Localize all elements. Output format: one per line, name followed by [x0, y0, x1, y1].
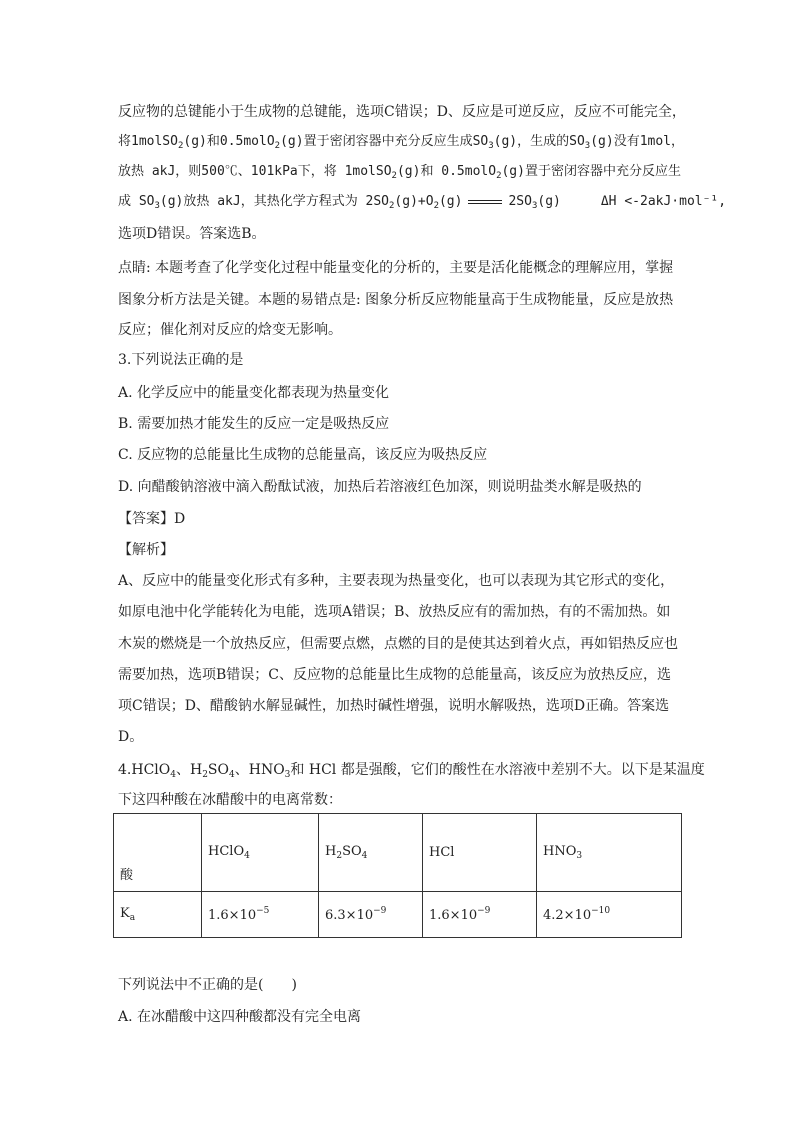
comment-line: 反应；催化剂对反应的焓变无影响。: [118, 322, 342, 338]
answer-line: 【答案】D: [118, 511, 186, 527]
analysis-line: 木炭的燃烧是一个放热反应，但需要点燃，点燃的目的是使其达到着火点，再如铝热反应也: [118, 636, 678, 652]
table-row: [114, 892, 682, 938]
table-header-cell: 酸: [114, 814, 202, 892]
analysis-label: 【解析】: [118, 542, 174, 558]
question-stem: 3.下列说法正确的是: [118, 352, 244, 368]
analysis-line: D。: [118, 729, 144, 745]
comment-line: 点睛: 本题考查了化学变化过程中能量变化的分析的，主要是活化能概念的理解应用，掌握: [118, 260, 674, 276]
table-header-cell: HClO$_4$: [202, 814, 319, 892]
table-header-cell: HCl: [423, 814, 537, 892]
analysis-line: 如原电池中化学能转化为电能，选项A错误；B、放热反应有的需加热，有的不需加热。如: [118, 604, 671, 620]
text-line: 反应物的总键能小于生成物的总键能，选项C错误；D、反应是可逆反应，反应不可能完全，: [118, 104, 686, 120]
analysis-line: 需要加热，选项B错误；C、反应物的总能量比生成物的总能量高，该反应为放热反应，选: [118, 667, 671, 683]
text-line: 放热 akJ，则500℃、101kPa下，将 1molSO$_2$(g)和 0.5molO$_2$(g)置于密闭容器中充分反应生: [118, 164, 681, 181]
option-a: A. 化学反应中的能量变化都表现为热量变化: [118, 385, 390, 401]
analysis-line: 项C错误；D、醋酸钠水解显碱性，加热时碱性增强，说明水解吸热，选项D正确。答案选: [118, 698, 670, 714]
ionization-constant-table: [113, 813, 682, 938]
equilibrium-arrow-icon: [468, 197, 502, 207]
question-stem: 下这四种酸在冰醋酸中的电离常数：: [118, 792, 342, 808]
comment-line: 图象分析方法是关键。本题的易错点是: 图象分析反应物能量高于生成物能量，反应是放热: [118, 292, 674, 308]
option-c: C. 反应物的总能量比生成物的总能量高，该反应为吸热反应: [118, 447, 488, 463]
text-line: 选项D错误。答案选B。: [118, 226, 266, 242]
option-d: D. 向醋酸钠溶液中滴入酚酞试液，加热后若溶液红色加深，则说明盐类水解是吸热的: [118, 479, 642, 495]
table-cell: $1.6\times 10^{-5}$: [202, 892, 319, 938]
table-header-cell: $HNO_3$: [537, 814, 682, 892]
question-line: 下列说法中不正确的是( ): [118, 977, 297, 993]
option-a: A. 在冰醋酸中这四种酸都没有完全电离: [118, 1009, 362, 1025]
table-cell: $4.2\times 10^{-10}$: [537, 892, 682, 938]
equation-line: 成 $SO_3(g)$放热 akJ，其热化学方程式为 $2SO_2(g)+O_2(g)$ $2SO_3(g)$ ΔH <-2akJ·mol⁻¹,: [118, 194, 727, 211]
table-row: [114, 814, 682, 892]
table-header-cell: $H_2SO_4$: [319, 814, 423, 892]
table-cell: $1.6\times 10^{-9}$: [423, 892, 537, 938]
text-line: 将1molSO$_2$(g)和0.5molO$_2$(g)置于密闭容器中充分反应生成$SO_3(g)$，生成的$SO_3(g)$没有1mol，: [118, 134, 685, 151]
option-b: B. 需要加热才能发生的反应一定是吸热反应: [118, 416, 390, 432]
question-stem: 4.HClO$_4$、$H_2SO_4$、$HNO_3$和 HCl 都是强酸，它们的酸性在水溶液中差别不大。以下是某温度: [118, 762, 705, 780]
analysis-line: A、反应中的能量变化形式有多种，主要表现为热量变化，也可以表现为其它形式的变化，: [118, 573, 675, 589]
table-cell: $6.3\times 10^{-9}$: [319, 892, 423, 938]
table-cell: $K_a$: [114, 892, 202, 938]
